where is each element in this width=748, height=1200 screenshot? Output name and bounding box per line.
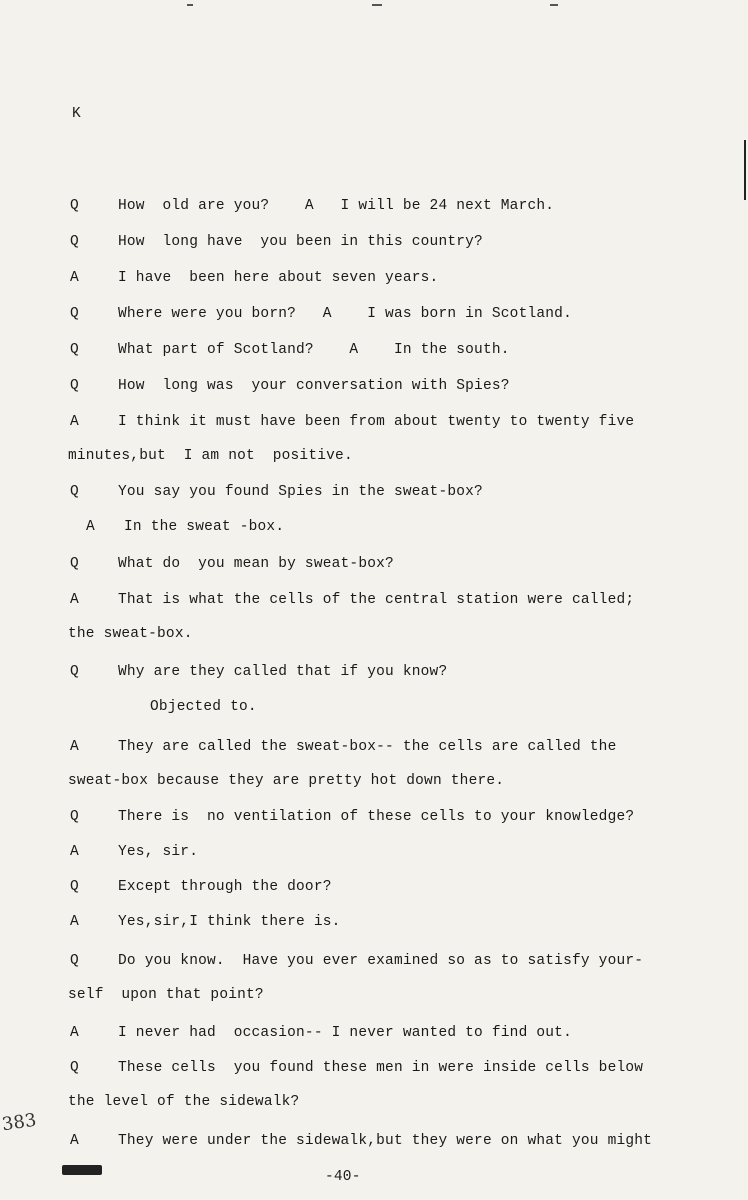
speaker-marker: Q: [70, 342, 79, 358]
line-text: They were under the sidewalk,but they were on what you might: [118, 1133, 653, 1149]
line-text: How long was your conversation with Spies?: [118, 378, 510, 394]
line-text: Where were you born? A I was born in Scotland.: [118, 306, 572, 322]
line-text: Yes, sir.: [118, 844, 199, 860]
speaker-marker: A: [70, 739, 79, 755]
speaker-marker: A: [86, 519, 95, 535]
scan-speck: [187, 4, 193, 6]
speaker-marker: A: [70, 592, 79, 608]
line-text: There is no ventilation of these cells to your knowledge?: [118, 809, 635, 825]
line-text: How long have you been in this country?: [118, 234, 483, 250]
speaker-marker: Q: [70, 879, 79, 895]
line-text: You say you found Spies in the sweat-box?: [118, 484, 483, 500]
speaker-marker: Q: [70, 809, 79, 825]
scan-speck: [550, 4, 558, 6]
speaker-marker: Q: [70, 484, 79, 500]
line-text: minutes,but I am not positive.: [68, 448, 353, 464]
speaker-marker: A: [70, 270, 79, 286]
speaker-marker: A: [70, 844, 79, 860]
line-text: Objected to.: [150, 699, 257, 715]
line-text: I think it must have been from about twenty to twenty five: [118, 414, 635, 430]
line-text: Yes,sir,I think there is.: [118, 914, 341, 930]
speaker-marker: Q: [70, 953, 79, 969]
line-text: the level of the sidewalk?: [68, 1094, 300, 1110]
struck-out-text: [62, 1165, 102, 1175]
speaker-marker: Q: [70, 306, 79, 322]
line-text: That is what the cells of the central station were called;: [118, 592, 635, 608]
speaker-marker: A: [70, 1025, 79, 1041]
line-text: In the sweat -box.: [124, 519, 285, 535]
line-text: Do you know. Have you ever examined so as to satisfy your-: [118, 953, 644, 969]
speaker-marker: A: [70, 414, 79, 430]
scan-edge-mark: [744, 140, 746, 200]
speaker-marker: A: [70, 1133, 79, 1149]
speaker-marker: A: [70, 914, 79, 930]
page-number: -40-: [325, 1169, 361, 1185]
line-text: self upon that point?: [68, 987, 264, 1003]
line-text: What part of Scotland? A In the south.: [118, 342, 510, 358]
scan-speck: [372, 4, 382, 6]
line-text: These cells you found these men in were inside cells below: [118, 1060, 644, 1076]
line-text: I never had occasion-- I never wanted to find out.: [118, 1025, 572, 1041]
line-text: How old are you? A I will be 24 next March.: [118, 198, 555, 214]
line-text: What do you mean by sweat-box?: [118, 556, 394, 572]
speaker-marker: Q: [70, 234, 79, 250]
line-text: I have been here about seven years.: [118, 270, 439, 286]
speaker-marker: Q: [70, 198, 79, 214]
speaker-marker: Q: [70, 664, 79, 680]
line-text: Why are they called that if you know?: [118, 664, 448, 680]
speaker-marker: Q: [70, 1060, 79, 1076]
margin-annotation: 383: [0, 1109, 38, 1136]
line-text: Except through the door?: [118, 879, 332, 895]
line-text: They are called the sweat-box-- the cells are called the: [118, 739, 617, 755]
line-text: sweat-box because they are pretty hot down there.: [68, 773, 505, 789]
line-text: the sweat-box.: [68, 626, 193, 642]
speaker-marker: Q: [70, 378, 79, 394]
section-letter: K: [72, 106, 81, 122]
speaker-marker: Q: [70, 556, 79, 572]
